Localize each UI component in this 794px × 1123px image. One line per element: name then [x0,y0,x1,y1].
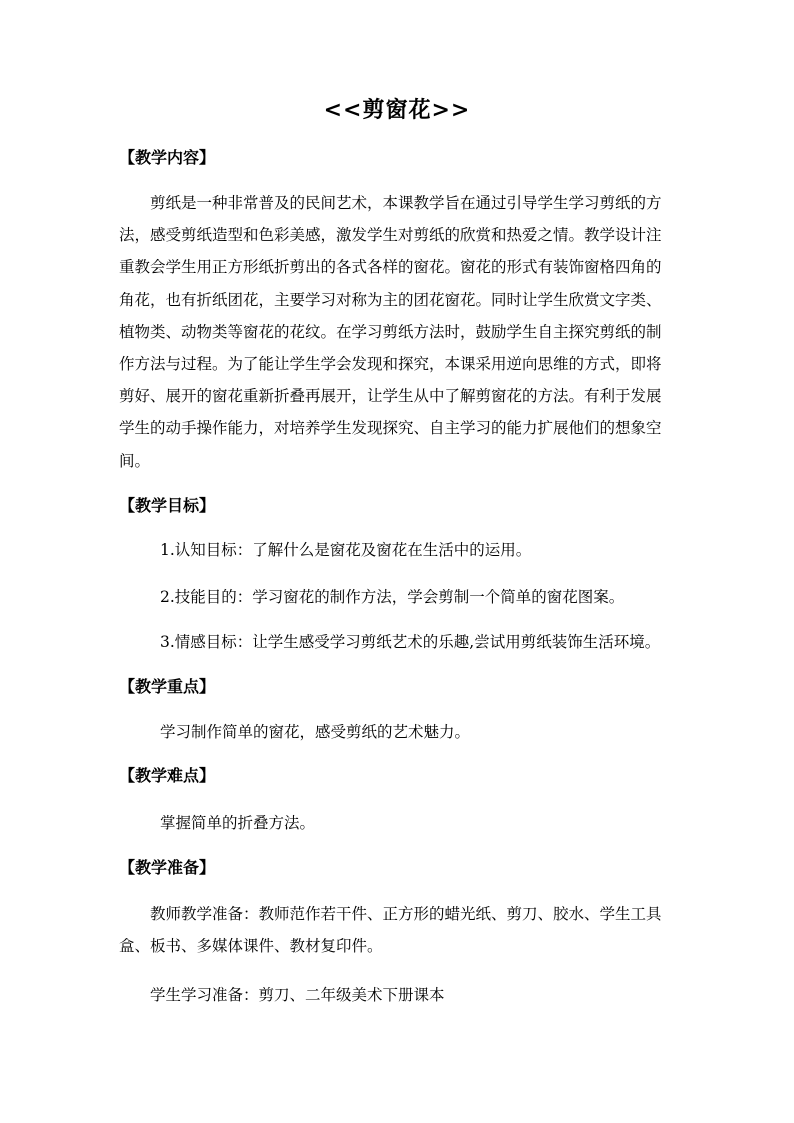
teacher-preparation-paragraph [119,898,685,962]
difficulties-text: 掌握简单的折叠方法。 [160,814,316,832]
content-line: 角花，也有折纸团花，主要学习对称为主的团花窗花。同时让学生欣赏文字类、 [119,290,662,309]
key-points-text: 学习制作简单的窗花，感受剪纸的艺术魅力。 [160,723,471,741]
content-line: 作方法与过程。为了能让学生学会发现和探究，本课采用逆向思维的方式，即将 [119,355,662,374]
content-line: 重教会学生用正方形纸折剪出的各式各样的窗花。窗花的形式有装饰窗格四角的 [119,258,662,277]
content-line: 植物类、动物类等窗花的花纹。在学习剪纸方法时，鼓励学生自主探究剪纸的制 [119,322,662,341]
student-preparation-line: 学生学习准备：剪刀、二年级美术下册课本 [150,986,445,1004]
content-line: 法，感受剪纸造型和色彩美感，激发学生对剪纸的欣赏和热爱之情。教学设计注 [119,226,662,245]
teacher-preparation-line: 盒、板书、多媒体课件、教材复印件。 [119,937,383,956]
student-preparation-paragraph [119,979,685,1011]
content-line: 剪纸是一种非常普及的民间艺术，本课教学旨在通过引导学生学习剪纸的方 [150,194,662,212]
section-heading-objectives: 【教学目标】 [119,496,216,515]
content-paragraph [119,187,685,477]
content-line: 间。 [119,451,151,470]
teacher-preparation-line: 教师教学准备：教师范作若干件、正方形的蜡光纸、剪刀、胶水、学生工具 [150,905,662,923]
section-heading-difficulties: 【教学难点】 [119,766,216,785]
objective-item: 1.认知目标：了解什么是窗花及窗花在生活中的运用。 [160,541,532,559]
objective-item: 3.情感目标：让学生感受学习剪纸艺术的乐趣,尝试用剪纸装饰生活环境。 [160,633,661,651]
section-heading-content: 【教学内容】 [119,148,216,167]
section-heading-preparation: 【教学准备】 [119,858,216,877]
content-line: 剪好、展开的窗花重新折叠再展开，让学生从中了解剪窗花的方法。有利于发展 [119,387,662,406]
section-heading-key-points: 【教学重点】 [119,677,216,696]
objective-item: 2.技能目的：学习窗花的制作方法，学会剪制一个简单的窗花图案。 [160,588,625,606]
page-title: <<剪窗花>> [323,97,471,123]
content-line: 学生的动手操作能力，对培养学生发现探究、自主学习的能力扩展他们的想象空 [119,419,662,438]
